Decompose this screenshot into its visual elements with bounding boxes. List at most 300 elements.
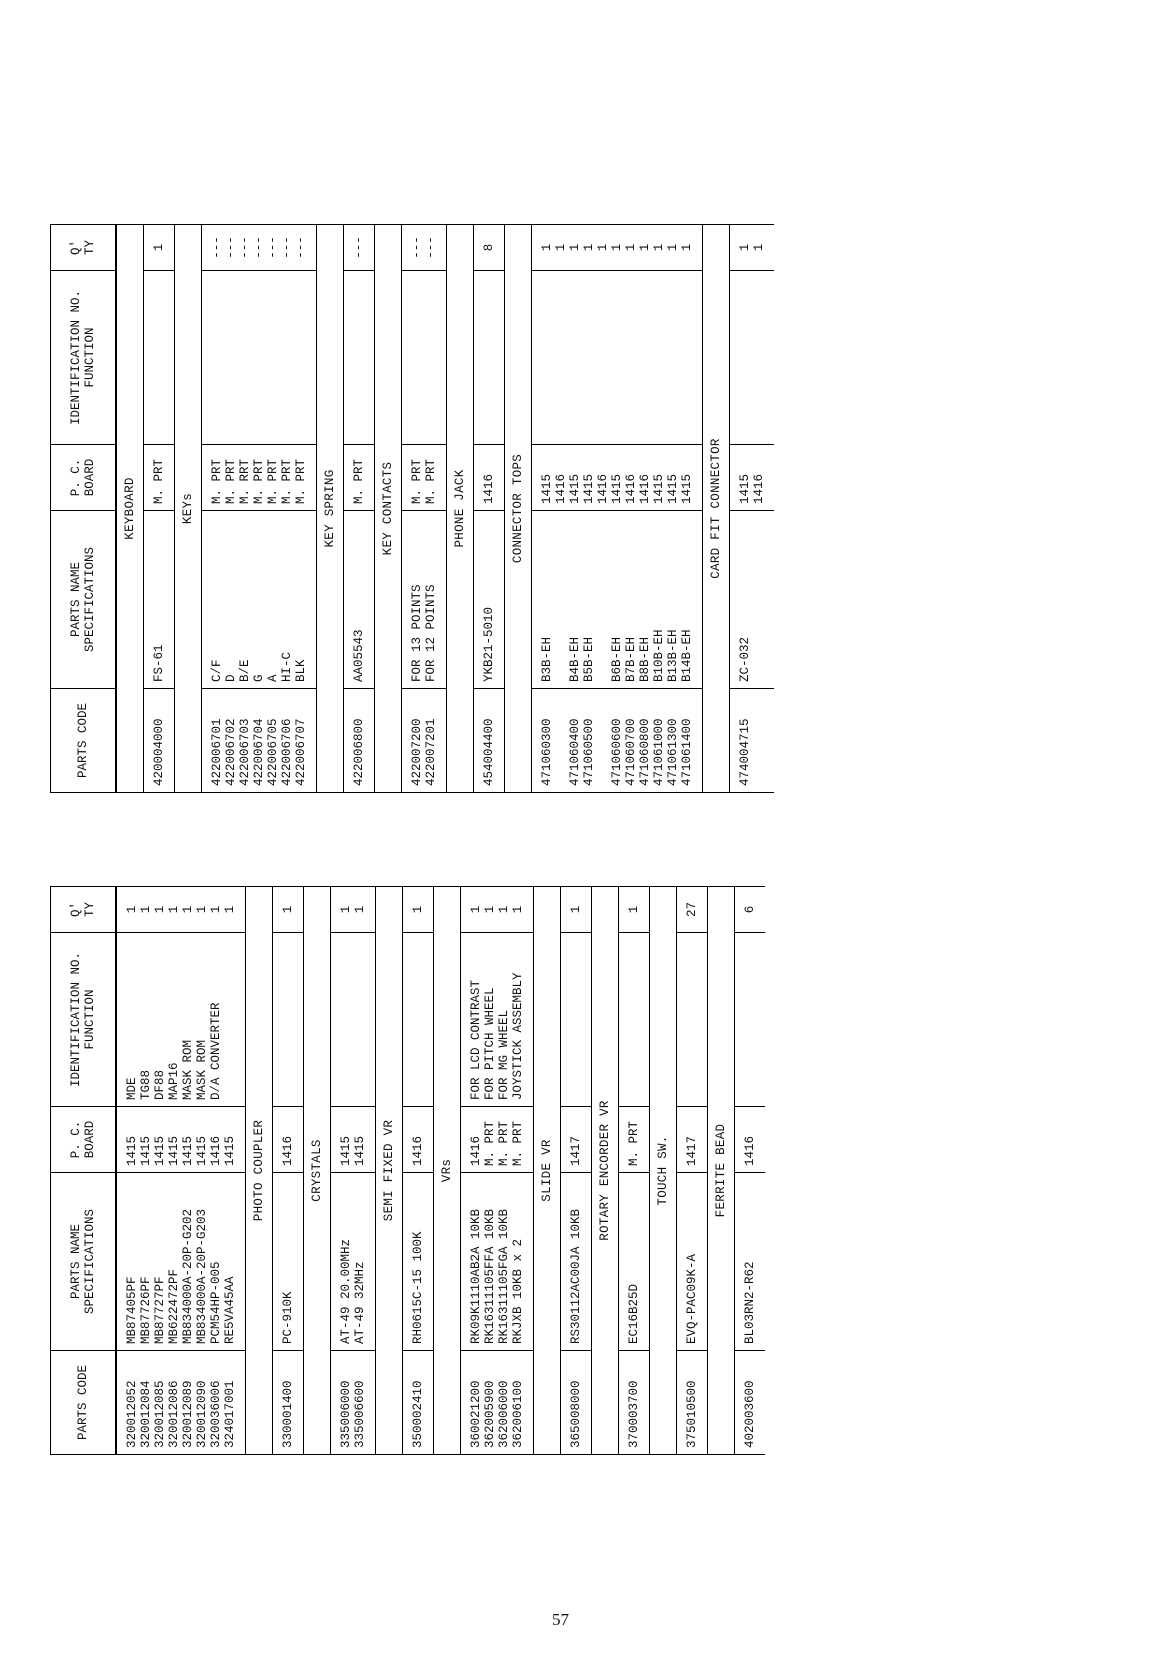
- parts-code: 335006600: [353, 1380, 367, 1448]
- group-row: [447, 225, 474, 793]
- parts-name: RH0615C-15 100K: [411, 1231, 425, 1344]
- quantity: ---: [252, 236, 266, 259]
- pc-board: M. PRT: [294, 458, 308, 504]
- quantity: ---: [294, 236, 308, 259]
- header-identification: IDENTIFICATION NO. FUNCTION: [51, 271, 117, 445]
- pc-board-cell: [461, 1107, 534, 1173]
- pc-board-cell: [532, 445, 703, 511]
- table-header-row: [51, 887, 117, 1455]
- function: MDE: [125, 1077, 139, 1100]
- quantity-cell: [561, 887, 592, 933]
- parts-code: 375010500: [685, 1380, 699, 1448]
- table-row-block: [344, 225, 375, 793]
- function: [252, 277, 266, 438]
- function: [652, 277, 666, 438]
- parts-name: PCM54HP-005: [209, 1261, 223, 1344]
- quantity: 1: [627, 905, 641, 914]
- parts-name-cell: [561, 1173, 592, 1351]
- pc-board: M. PRT: [152, 458, 166, 504]
- table-row-block: [202, 225, 317, 793]
- parts-name: B13B-EH: [666, 629, 680, 682]
- group-title: VRs: [434, 887, 461, 1455]
- quantity-cell: [474, 225, 505, 271]
- table-row-block: [677, 887, 708, 1455]
- function: DF88: [153, 1069, 167, 1100]
- quantity: 1: [497, 905, 511, 914]
- parts-code: 474004715: [738, 718, 752, 786]
- quantity: 1: [483, 905, 497, 914]
- group-row: [116, 225, 144, 793]
- parts-name: A: [266, 674, 280, 682]
- parts-code: 471060600: [610, 718, 624, 786]
- function: [266, 277, 280, 438]
- function-cell: [474, 271, 505, 445]
- function: [353, 939, 367, 1100]
- quantity: 1: [624, 243, 638, 252]
- header-parts-code: PARTS CODE: [51, 1351, 117, 1455]
- parts-code: 402003600: [743, 1380, 757, 1448]
- function-cell: [273, 933, 304, 1107]
- parts-name: MB87727PF: [153, 1276, 167, 1344]
- function: [224, 277, 238, 438]
- function: [743, 939, 757, 1100]
- pc-board: 1415: [610, 473, 624, 504]
- pc-board: 1415: [139, 1135, 153, 1166]
- parts-name: C/F: [210, 659, 224, 682]
- quantity-cell: [461, 887, 534, 933]
- pc-board: 1416: [482, 473, 496, 504]
- pc-board: M. RRT: [238, 458, 252, 504]
- pc-board: M. PRT: [424, 458, 438, 504]
- pc-board: 1415: [540, 473, 554, 504]
- parts-code: 471061000: [652, 718, 666, 786]
- quantity-cell: [677, 887, 708, 933]
- parts-name: AT-49 20.00MHz: [339, 1238, 353, 1344]
- pc-board: 1415: [680, 473, 694, 504]
- parts-code-cell: [619, 1351, 650, 1455]
- function-cell: [735, 933, 766, 1107]
- pc-board-cell: [331, 1107, 376, 1173]
- function: [596, 277, 610, 438]
- pc-board: 1416: [596, 473, 610, 504]
- parts-name: HI-C: [280, 651, 294, 682]
- pc-board: 1415: [125, 1135, 139, 1166]
- pc-board: M. PRT: [280, 458, 294, 504]
- parts-code-cell: [344, 689, 375, 793]
- parts-name: G: [252, 674, 266, 682]
- header-quantity: Q' TY: [51, 225, 117, 271]
- quantity: 1: [596, 243, 610, 252]
- function-cell: [730, 271, 775, 445]
- function: MASK ROM: [195, 1039, 209, 1100]
- group-title: SLIDE VR: [534, 887, 561, 1455]
- quantity: 1: [568, 243, 582, 252]
- pc-board: 1416: [411, 1135, 425, 1166]
- parts-code-cell: [202, 689, 317, 793]
- quantity: 1: [738, 243, 752, 252]
- group-title: TOUCH SW.: [650, 887, 677, 1455]
- quantity: 1: [666, 243, 680, 252]
- quantity-cell: [344, 225, 375, 271]
- quantity: 1: [339, 905, 353, 914]
- parts-code: 362006000: [497, 1380, 511, 1448]
- function: [482, 277, 496, 438]
- function: [752, 277, 766, 438]
- parts-code: 471061300: [666, 718, 680, 786]
- group-row: [246, 887, 273, 1455]
- quantity-cell: [202, 225, 317, 271]
- table-row-block: [561, 887, 592, 1455]
- parts-code-cell: [561, 1351, 592, 1455]
- quantity: ---: [224, 236, 238, 259]
- function: [738, 277, 752, 438]
- parts-name: EC16B25D: [627, 1283, 641, 1344]
- parts-code-cell: [532, 689, 703, 793]
- function: [294, 277, 308, 438]
- function-cell: [461, 933, 534, 1107]
- pc-board-cell: [116, 1107, 246, 1173]
- function: [339, 939, 353, 1100]
- parts-name: B14B-EH: [680, 629, 694, 682]
- group-row: [592, 887, 619, 1455]
- function: [568, 277, 582, 438]
- quantity-cell: [331, 887, 376, 933]
- parts-code-cell: [677, 1351, 708, 1455]
- function: [638, 277, 652, 438]
- parts-code-cell: [144, 689, 175, 793]
- parts-code: 365008000: [569, 1380, 583, 1448]
- header-parts-code: PARTS CODE: [51, 689, 117, 793]
- pc-board: 1415: [582, 473, 596, 504]
- parts-code: 471060700: [624, 718, 638, 786]
- parts-name-cell: [331, 1173, 376, 1351]
- parts-name: B6B-EH: [610, 636, 624, 682]
- group-row: [703, 225, 730, 793]
- parts-code: 350002410: [411, 1380, 425, 1448]
- parts-code: 471060800: [638, 718, 652, 786]
- pc-board: 1415: [666, 473, 680, 504]
- group-title: PHOTO COUPLER: [246, 887, 273, 1455]
- function-cell: [403, 933, 434, 1107]
- function: FOR MG WHEEL: [497, 1009, 511, 1100]
- pc-board-cell: [561, 1107, 592, 1173]
- quantity: 1: [540, 243, 554, 252]
- pc-board: 1416: [638, 473, 652, 504]
- parts-name: ZC-032: [738, 636, 752, 682]
- parts-name: FOR 13 POINTS: [410, 584, 424, 682]
- pc-board: 1416: [624, 473, 638, 504]
- parts-name-cell: [619, 1173, 650, 1351]
- quantity: 1: [652, 243, 666, 252]
- header-pc-board: P. C. BOARD: [51, 445, 117, 511]
- parts-code: 471060300: [540, 718, 554, 786]
- function: MAP16: [167, 1062, 181, 1100]
- parts-name: RE5VA45AA: [223, 1276, 237, 1344]
- table-row-block: [619, 887, 650, 1455]
- quantity: 1: [752, 243, 766, 252]
- pc-board: 1415: [738, 473, 752, 504]
- parts-name: MB87405PF: [125, 1276, 139, 1344]
- function-cell: [331, 933, 376, 1107]
- parts-code: [752, 695, 766, 786]
- parts-code: 320012090: [195, 1380, 209, 1448]
- function-cell: [532, 271, 703, 445]
- parts-code: 422006707: [294, 718, 308, 786]
- pc-board-cell: [202, 445, 317, 511]
- quantity: 1: [153, 905, 167, 914]
- parts-name: BLK: [294, 659, 308, 682]
- function: [554, 277, 568, 438]
- pc-board: 1415: [652, 473, 666, 504]
- parts-name: MB87726PF: [139, 1276, 153, 1344]
- quantity: 1: [152, 243, 166, 252]
- parts-code: 324017001: [223, 1380, 237, 1448]
- header-pc-board: P. C. BOARD: [51, 1107, 117, 1173]
- quantity-cell: [619, 887, 650, 933]
- quantity: 1: [181, 905, 195, 914]
- table-row-block: [331, 887, 376, 1455]
- function: [411, 939, 425, 1100]
- function: JOYSTICK ASSEMBLY: [511, 972, 525, 1100]
- function: [569, 939, 583, 1100]
- parts-name-cell: [730, 511, 775, 689]
- pc-board: 1417: [569, 1135, 583, 1166]
- parts-code: 471060400: [568, 718, 582, 786]
- parts-code-cell: [331, 1351, 376, 1455]
- pc-board-cell: [730, 445, 775, 511]
- parts-name-cell: [116, 1173, 246, 1351]
- group-row: [317, 225, 344, 793]
- parts-name: RS30112AC00JA 10KB: [569, 1208, 583, 1344]
- parts-name: B7B-EH: [624, 636, 638, 682]
- parts-code: 422007200: [410, 718, 424, 786]
- parts-name: B3B-EH: [540, 636, 554, 682]
- parts-name-cell: [677, 1173, 708, 1351]
- quantity: ---: [266, 236, 280, 259]
- parts-name: RK09K1110AB2A 10KB: [469, 1208, 483, 1344]
- parts-code: 320036006: [209, 1380, 223, 1448]
- table-row-block: [474, 225, 505, 793]
- parts-code-cell: [402, 689, 447, 793]
- parts-name-cell: [402, 511, 447, 689]
- group-row: [304, 887, 331, 1455]
- parts-name: B5B-EH: [582, 636, 596, 682]
- pc-board-cell: [273, 1107, 304, 1173]
- parts-name-cell: [532, 511, 703, 689]
- function: [281, 939, 295, 1100]
- function-cell: [561, 933, 592, 1107]
- pc-board: 1416: [743, 1135, 757, 1166]
- function: FOR LCD CONTRAST: [469, 979, 483, 1100]
- parts-code: 422006702: [224, 718, 238, 786]
- parts-name: B8B-EH: [638, 636, 652, 682]
- pc-board-cell: [735, 1107, 766, 1173]
- parts-code: 422006705: [266, 718, 280, 786]
- parts-name: MB834000A-20P-G203: [195, 1208, 209, 1344]
- parts-code: 360021200: [469, 1380, 483, 1448]
- table-row-block: [730, 225, 775, 793]
- pc-board: 1416: [281, 1135, 295, 1166]
- quantity: 1: [353, 905, 367, 914]
- quantity-cell: [273, 887, 304, 933]
- parts-code: 320012084: [139, 1380, 153, 1448]
- parts-code: 335006000: [339, 1380, 353, 1448]
- table-row-block: [402, 225, 447, 793]
- quantity: 1: [511, 905, 525, 914]
- function: FOR PITCH WHEEL: [483, 987, 497, 1100]
- quantity: 1: [569, 905, 583, 914]
- page-number: 57: [552, 1610, 569, 1629]
- pc-board-cell: [402, 445, 447, 511]
- parts-name: RK16311105FFA 10KB: [483, 1208, 497, 1344]
- quantity: 1: [638, 243, 652, 252]
- parts-code-cell: [403, 1351, 434, 1455]
- quantity: 1: [680, 243, 694, 252]
- quantity: 1: [139, 905, 153, 914]
- group-row: [376, 887, 403, 1455]
- parts-code-cell: [735, 1351, 766, 1455]
- quantity: ---: [410, 236, 424, 259]
- pc-board: M. PRT: [252, 458, 266, 504]
- quantity-cell: [402, 225, 447, 271]
- quantity: 1: [223, 905, 237, 914]
- function: [152, 277, 166, 438]
- parts-code: 362006100: [511, 1380, 525, 1448]
- pc-board: M. PRT: [224, 458, 238, 504]
- group-title: SEMI FIXED VR: [376, 887, 403, 1455]
- parts-code: 420004000: [152, 718, 166, 786]
- function: [210, 277, 224, 438]
- group-title: KEY SPRING: [317, 225, 344, 793]
- quantity-cell: [730, 225, 775, 271]
- parts-name: B10B-EH: [652, 629, 666, 682]
- parts-name-cell: [202, 511, 317, 689]
- parts-code: 422007201: [424, 718, 438, 786]
- function: D/A CONVERTER: [209, 1002, 223, 1100]
- parts-code: 330001400: [281, 1380, 295, 1448]
- pc-board-cell: [144, 445, 175, 511]
- pc-board: 1416: [554, 473, 568, 504]
- parts-code: 320012086: [167, 1380, 181, 1448]
- function: [680, 277, 694, 438]
- parts-name: RK16311105FGA 10KB: [497, 1208, 511, 1344]
- parts-name: YKB21-5010: [482, 606, 496, 682]
- parts-code: 320012089: [181, 1380, 195, 1448]
- header-identification: IDENTIFICATION NO. FUNCTION: [51, 933, 117, 1107]
- quantity-cell: [403, 887, 434, 933]
- quantity-cell: [735, 887, 766, 933]
- function: [666, 277, 680, 438]
- function-cell: [402, 271, 447, 445]
- pc-board: 1417: [685, 1135, 699, 1166]
- function: MASK ROM: [181, 1039, 195, 1100]
- group-row: [434, 887, 461, 1455]
- quantity-cell: [532, 225, 703, 271]
- quantity: 1: [469, 905, 483, 914]
- parts-code-cell: [474, 689, 505, 793]
- header-parts-name: PARTS NAME SPECIFICATIONS: [51, 1173, 117, 1351]
- function-cell: [677, 933, 708, 1107]
- table-header-row: [51, 225, 117, 793]
- parts-name: [752, 517, 766, 682]
- quantity: ---: [424, 236, 438, 259]
- function: [280, 277, 294, 438]
- parts-code: 422006706: [280, 718, 294, 786]
- pc-board: 1416: [469, 1135, 483, 1166]
- pc-board-cell: [403, 1107, 434, 1173]
- group-title: PHONE JACK: [447, 225, 474, 793]
- parts-code: 422006800: [352, 718, 366, 786]
- group-title: KEYBOARD: [116, 225, 144, 793]
- pc-board: M. PRT: [210, 458, 224, 504]
- quantity: 1: [209, 905, 223, 914]
- quantity-cell: [116, 887, 246, 933]
- parts-name-cell: [344, 511, 375, 689]
- parts-name: EVQ-PAC09K-A: [685, 1253, 699, 1344]
- parts-name-cell: [461, 1173, 534, 1351]
- group-row: [534, 887, 561, 1455]
- parts-code-cell: [730, 689, 775, 793]
- function: [685, 939, 699, 1100]
- pc-board: M. PRT: [497, 1120, 511, 1166]
- group-title: ROTARY ENCORDER VR: [592, 887, 619, 1455]
- parts-code: [596, 695, 610, 786]
- group-title: KEY CONTACTS: [375, 225, 402, 793]
- parts-table: [50, 886, 765, 1455]
- parts-code: 471061400: [680, 718, 694, 786]
- parts-name: B4B-EH: [568, 636, 582, 682]
- quantity: 1: [554, 243, 568, 252]
- pc-board: 1415: [153, 1135, 167, 1166]
- pc-board: 1415: [181, 1135, 195, 1166]
- pc-board: 1415: [195, 1135, 209, 1166]
- function: [352, 277, 366, 438]
- parts-table: [50, 224, 774, 793]
- parts-code: 454004400: [482, 718, 496, 786]
- group-title: FERRITE BEAD: [708, 887, 735, 1455]
- parts-code: 320012052: [125, 1380, 139, 1448]
- quantity: 27: [685, 902, 699, 918]
- pc-board: M. PRT: [410, 458, 424, 504]
- quantity-cell: [144, 225, 175, 271]
- parts-code: 422006704: [252, 718, 266, 786]
- parts-name: FOR 12 POINTS: [424, 584, 438, 682]
- quantity: 1: [125, 905, 139, 914]
- function-cell: [116, 933, 246, 1107]
- quantity: 8: [482, 243, 496, 252]
- parts-code: 370003700: [627, 1380, 641, 1448]
- table-row-block: [403, 887, 434, 1455]
- group-row: [505, 225, 532, 793]
- table-row-block: [532, 225, 703, 793]
- parts-name-cell: [273, 1173, 304, 1351]
- pc-board: 1415: [353, 1135, 367, 1166]
- pc-board: M. PRT: [627, 1120, 641, 1166]
- pc-board-cell: [677, 1107, 708, 1173]
- table-row-block: [273, 887, 304, 1455]
- function: [410, 277, 424, 438]
- function-cell: [344, 271, 375, 445]
- function-cell: [144, 271, 175, 445]
- quantity: 6: [743, 905, 757, 914]
- parts-code: [554, 695, 568, 786]
- pc-board: 1415: [167, 1135, 181, 1166]
- parts-table-right: [50, 224, 774, 793]
- parts-table-left: [50, 886, 765, 1455]
- parts-name: RKJXB 10KB x 2: [511, 1238, 525, 1344]
- parts-code-cell: [461, 1351, 534, 1455]
- quantity: ---: [238, 236, 252, 259]
